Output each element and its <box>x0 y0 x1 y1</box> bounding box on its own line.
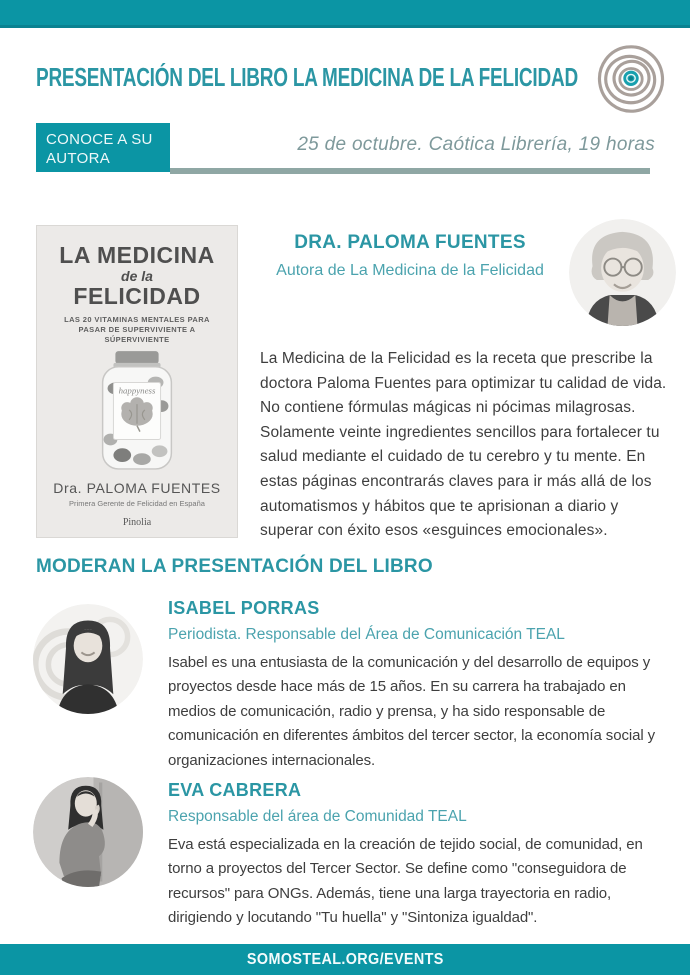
moderator-role-eva: Responsable del área de Comunidad TEAL <box>168 808 467 825</box>
book-cover-author-sub: Primera Gerente de Felicidad en España <box>69 499 205 508</box>
footer-url: SOMOSTEAL.ORG/EVENTS <box>246 950 444 968</box>
moderators-heading: MODERAN LA PRESENTACIÓN DEL LIBRO <box>36 556 433 577</box>
moderator-role-isabel: Periodista. Responsable del Área de Comunicación TEAL <box>168 626 565 643</box>
moderator-name-eva: EVA CABRERA <box>168 780 302 800</box>
book-cover-author: Dra. PALOMA FUENTES <box>53 480 221 496</box>
jar-label-text: happyness <box>118 385 156 396</box>
divider-rule <box>170 168 650 174</box>
author-role: Autora de La Medicina de la Felicidad <box>276 262 544 279</box>
moderator-bio-isabel: Isabel es una entusiasta de la comunicación y del desarrollo de equipos y proyectos desde hace más de 15 años. En su carrera ha trabajado en medios de comunicación, radio y prensa, y ha sido responsable de comunicación en diferentes ámbitos del tercer sector, la economía social y organizaciones internacionales. <box>168 654 656 769</box>
moderator-photo-isabel <box>33 604 143 714</box>
book-cover-publisher: Pinolia <box>122 517 152 528</box>
kicker-badge: CONOCE A SU AUTORA <box>36 123 170 172</box>
moderator-name-isabel: ISABEL PORRAS <box>168 598 320 618</box>
book-cover-title-line2: de la <box>121 268 153 284</box>
moderator-bio-eva: Eva está especializada en la creación de tejido social, de comunidad, en torno a proyectos del Tercer Sector. Se define como "conseguidora de recursos" para ONGs. Además, tiene una larga trayectoria en radio, dirigiendo y locutando "Tu huella" y "Sintoniza igualdad". <box>168 836 643 927</box>
book-cover-title-line3: FELICIDAD <box>73 283 201 309</box>
book-cover <box>36 225 238 538</box>
author-photo <box>569 219 676 326</box>
teal-spiral-logo-icon <box>596 44 666 114</box>
page-title: PRESENTACIÓN DEL LIBRO LA MEDICINA DE LA FELICIDAD <box>36 62 578 92</box>
pill-jar-illustration <box>37 349 237 478</box>
author-description: La Medicina de la Felicidad es la receta que prescribe la doctora Paloma Fuentes para optimizar tu calidad de vida. No contiene fórmulas mágicas ni pócimas milagrosas. Solamente veinte ingredientes sencillos para fortalecer tu salud mediante el cuidado de tu cerebro y tu mente. En estas páginas encontrarás claves para ir más allá de los automatismos y hábitos que te aprisionan a diario y superar con éxito esos «esguinces emocionales». <box>260 350 667 540</box>
footer-bar <box>0 944 690 975</box>
event-date-location: 25 de octubre. Caótica Librería, 19 horas <box>297 134 655 155</box>
book-cover-subtitle: LAS 20 VITAMINAS MENTALES PARA PASAR DE SUPERVIVIENTE A SÚPERVIVIENTE <box>64 315 210 344</box>
top-accent-bar <box>0 0 690 28</box>
moderator-photo-eva <box>33 777 143 887</box>
author-name: DRA. PALOMA FUENTES <box>294 232 526 253</box>
book-cover-title-line1: LA MEDICINA <box>59 242 215 268</box>
